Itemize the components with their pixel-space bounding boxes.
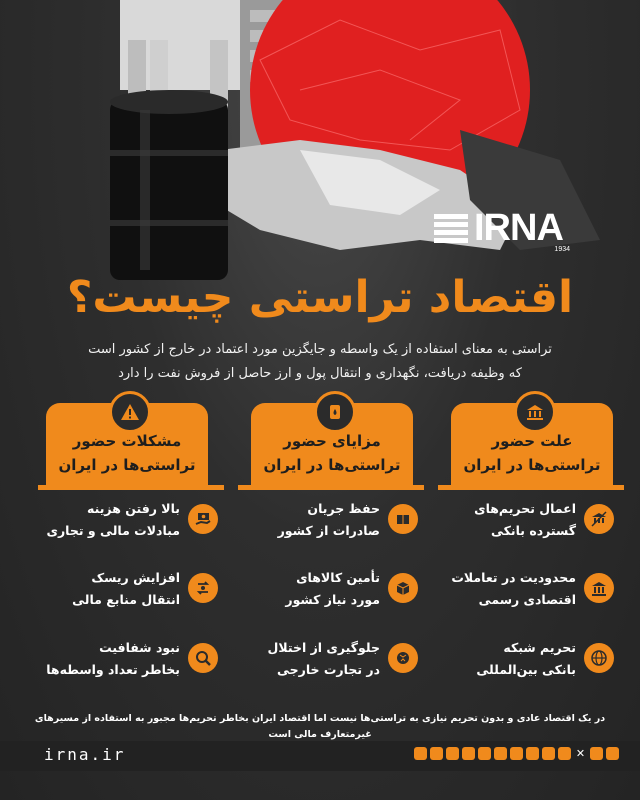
list-item — [232, 567, 418, 617]
soroush-icon[interactable] — [510, 747, 523, 760]
divider — [38, 485, 224, 490]
item-line-2: گسترده بانکی — [490, 523, 576, 538]
logo-year: 1934 — [554, 246, 570, 253]
virasty-icon[interactable] — [542, 747, 555, 760]
divider — [238, 485, 424, 490]
item-line-2: اقتصادی رسمی — [478, 592, 576, 607]
divider — [438, 485, 624, 490]
instagram-icon[interactable] — [430, 747, 443, 760]
building-icon — [584, 573, 614, 603]
item-line-2: در تجارت خارجی — [276, 662, 380, 677]
item-line-1: تحریم شبکه — [503, 640, 576, 655]
item-line-1: حفظ جریان — [307, 501, 380, 516]
item-line-2: صادرات از کشور — [277, 523, 380, 538]
box-icon — [388, 573, 418, 603]
money-hand-icon — [188, 504, 218, 534]
item-line-1: افزایش ریسک — [91, 570, 180, 585]
eitaa-icon[interactable] — [446, 747, 459, 760]
item-line-1: اعمال تحریم‌های — [474, 501, 576, 516]
exchange-icon — [188, 573, 218, 603]
list-item — [428, 637, 614, 687]
page-title: اقتصاد تراستی چیست؟ — [66, 272, 574, 323]
column-title-line-2: تراستی‌ها در ایران — [263, 456, 401, 474]
x-twitter-icon[interactable]: ✕ — [575, 747, 586, 760]
cargo-icon — [388, 504, 418, 534]
trade-globe-icon — [388, 643, 418, 673]
magnifier-icon — [188, 643, 218, 673]
list-item — [232, 498, 418, 548]
oil-barrel — [110, 90, 228, 280]
item-line-2: بخاطر تعداد واسطه‌ها — [46, 662, 180, 677]
facebook-icon[interactable] — [606, 747, 619, 760]
item-line-2: بانکی بین‌المللی — [476, 662, 576, 677]
column-header-reasons — [451, 403, 613, 485]
social-icons — [414, 747, 619, 760]
item-line-1: بالا رفتن هزینه — [87, 501, 180, 516]
item-line-2: مبادلات مالی و تجاری — [46, 523, 180, 538]
igap-icon[interactable] — [494, 747, 507, 760]
item-line-2: مورد نیاز کشور — [285, 592, 380, 607]
gap-icon[interactable] — [558, 747, 571, 760]
aparat-icon[interactable] — [526, 747, 539, 760]
footnote: در یک اقتصاد عادی و بدون تحریم نیازی به تراستی‌ها نیست اما اقتصاد ایران بخاطر تحریم‌ها مجبور به استفاده از مسیرهای غیرمتعارف مالی است — [34, 713, 606, 740]
bale-icon[interactable] — [462, 747, 475, 760]
intro-text — [40, 338, 600, 386]
column-title-line-2: تراستی‌ها در ایران — [58, 456, 196, 474]
globe-icon — [584, 643, 614, 673]
irna-emblem-icon — [432, 210, 472, 250]
column-title-line-2: تراستی‌ها در ایران — [463, 456, 601, 474]
item-line-1: جلوگیری از اختلال — [267, 640, 380, 655]
column-title-line-1: مشکلات حضور — [72, 432, 182, 450]
list-item — [428, 567, 614, 617]
bank-icon — [514, 391, 556, 433]
column-title-line-1: علت حضور — [491, 432, 573, 450]
irna-logo — [432, 206, 572, 254]
column-header-benefits — [251, 403, 413, 485]
item-line-1: محدودیت در تعاملات — [451, 570, 576, 585]
telegram-icon[interactable] — [414, 747, 427, 760]
intro-line-1: تراستی به معنای استفاده از یک واسطه و جایگزین مورد اعتماد در خارج از کشور است — [88, 342, 552, 357]
oil-barrel-icon — [314, 391, 356, 433]
list-item — [32, 498, 218, 548]
site-link[interactable]: irna.ir — [44, 745, 126, 764]
list-item — [232, 637, 418, 687]
intro-line-2: که وظیفه دریافت، نگهداری و انتقال پول و ارز حاصل از فروش نفت را دارد — [118, 366, 522, 381]
list-item — [32, 637, 218, 687]
list-item — [32, 567, 218, 617]
list-item — [428, 498, 614, 548]
item-line-2: انتقال منابع مالی — [72, 592, 180, 607]
warning-icon — [109, 391, 151, 433]
column-title-line-1: مزایای حضور — [283, 432, 381, 450]
column-header-problems — [46, 403, 208, 485]
item-line-1: تأمین کالاهای — [296, 570, 380, 585]
item-line-1: نبود شفافیت — [99, 640, 180, 655]
threads-icon[interactable] — [590, 747, 603, 760]
rubika-icon[interactable] — [478, 747, 491, 760]
no-bank-icon — [584, 504, 614, 534]
logo-text: IRNA — [474, 207, 563, 249]
